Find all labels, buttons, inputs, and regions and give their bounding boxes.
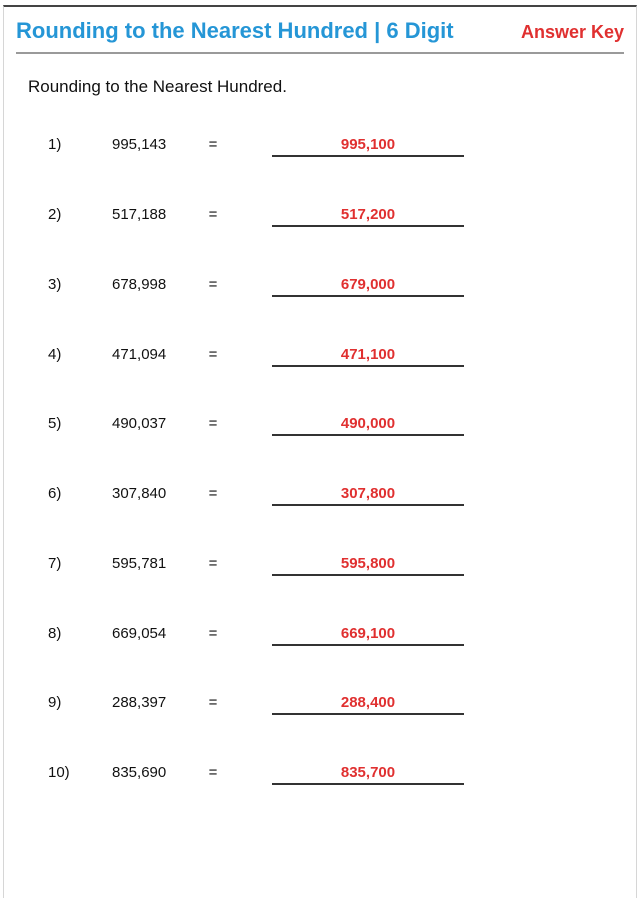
answer-line [272,136,464,157]
problem-value: 490,037 [112,415,167,432]
problem-answer: 669,100 [340,625,396,642]
equals-sign: = [208,276,218,293]
answer-line [272,206,464,227]
equals-sign: = [208,206,218,223]
equals-sign: = [208,346,218,363]
equals-sign: = [208,625,218,642]
problem-row [0,136,640,176]
problem-value: 307,840 [112,485,167,502]
answer-line [272,485,464,506]
answer-line [272,625,464,646]
problem-number: 8) [48,625,62,642]
problem-row [0,346,640,386]
problem-value: 595,781 [112,555,167,572]
problem-number: 2) [48,206,62,223]
problem-value: 471,094 [112,346,167,363]
problem-value: 288,397 [112,694,167,711]
answer-line [272,276,464,297]
equals-sign: = [208,694,218,711]
problem-value: 835,690 [112,764,167,781]
problem-value: 517,188 [112,206,167,223]
problem-answer: 595,800 [340,555,396,572]
equals-sign: = [208,555,218,572]
problem-answer: 517,200 [340,206,396,223]
problem-row [0,485,640,525]
answer-line [272,555,464,576]
problem-value: 669,054 [112,625,167,642]
problem-row [0,206,640,246]
problem-row [0,694,640,734]
problem-number: 1) [48,136,62,153]
problem-number: 5) [48,415,62,432]
answer-line [272,764,464,785]
equals-sign: = [208,764,218,781]
problem-number: 6) [48,485,62,502]
worksheet-title: Rounding to the Nearest Hundred | 6 Digit [16,18,454,43]
answer-key-label: Answer Key [520,22,624,42]
problem-row [0,625,640,665]
problem-answer: 288,400 [340,694,396,711]
problem-row [0,555,640,595]
problem-row [0,276,640,316]
problem-answer: 995,100 [340,136,396,153]
problem-number: 9) [48,694,62,711]
problem-answer: 471,100 [340,346,396,363]
problem-value: 678,998 [112,276,167,293]
answer-line [272,415,464,436]
equals-sign: = [208,136,218,153]
problem-row [0,415,640,455]
problem-number: 4) [48,346,62,363]
problem-answer: 835,700 [340,764,396,781]
answer-line [272,346,464,367]
problem-answer: 307,800 [340,485,396,502]
answer-line [272,694,464,715]
problem-answer: 490,000 [340,415,396,432]
problem-number: 3) [48,276,62,293]
problem-number: 7) [48,555,62,572]
instructions-text: Rounding to the Nearest Hundred. [28,77,287,96]
equals-sign: = [208,415,218,432]
problem-row [0,764,640,804]
problem-number: 10) [48,764,70,781]
problem-answer: 679,000 [340,276,396,293]
equals-sign: = [208,485,218,502]
problem-value: 995,143 [112,136,167,153]
